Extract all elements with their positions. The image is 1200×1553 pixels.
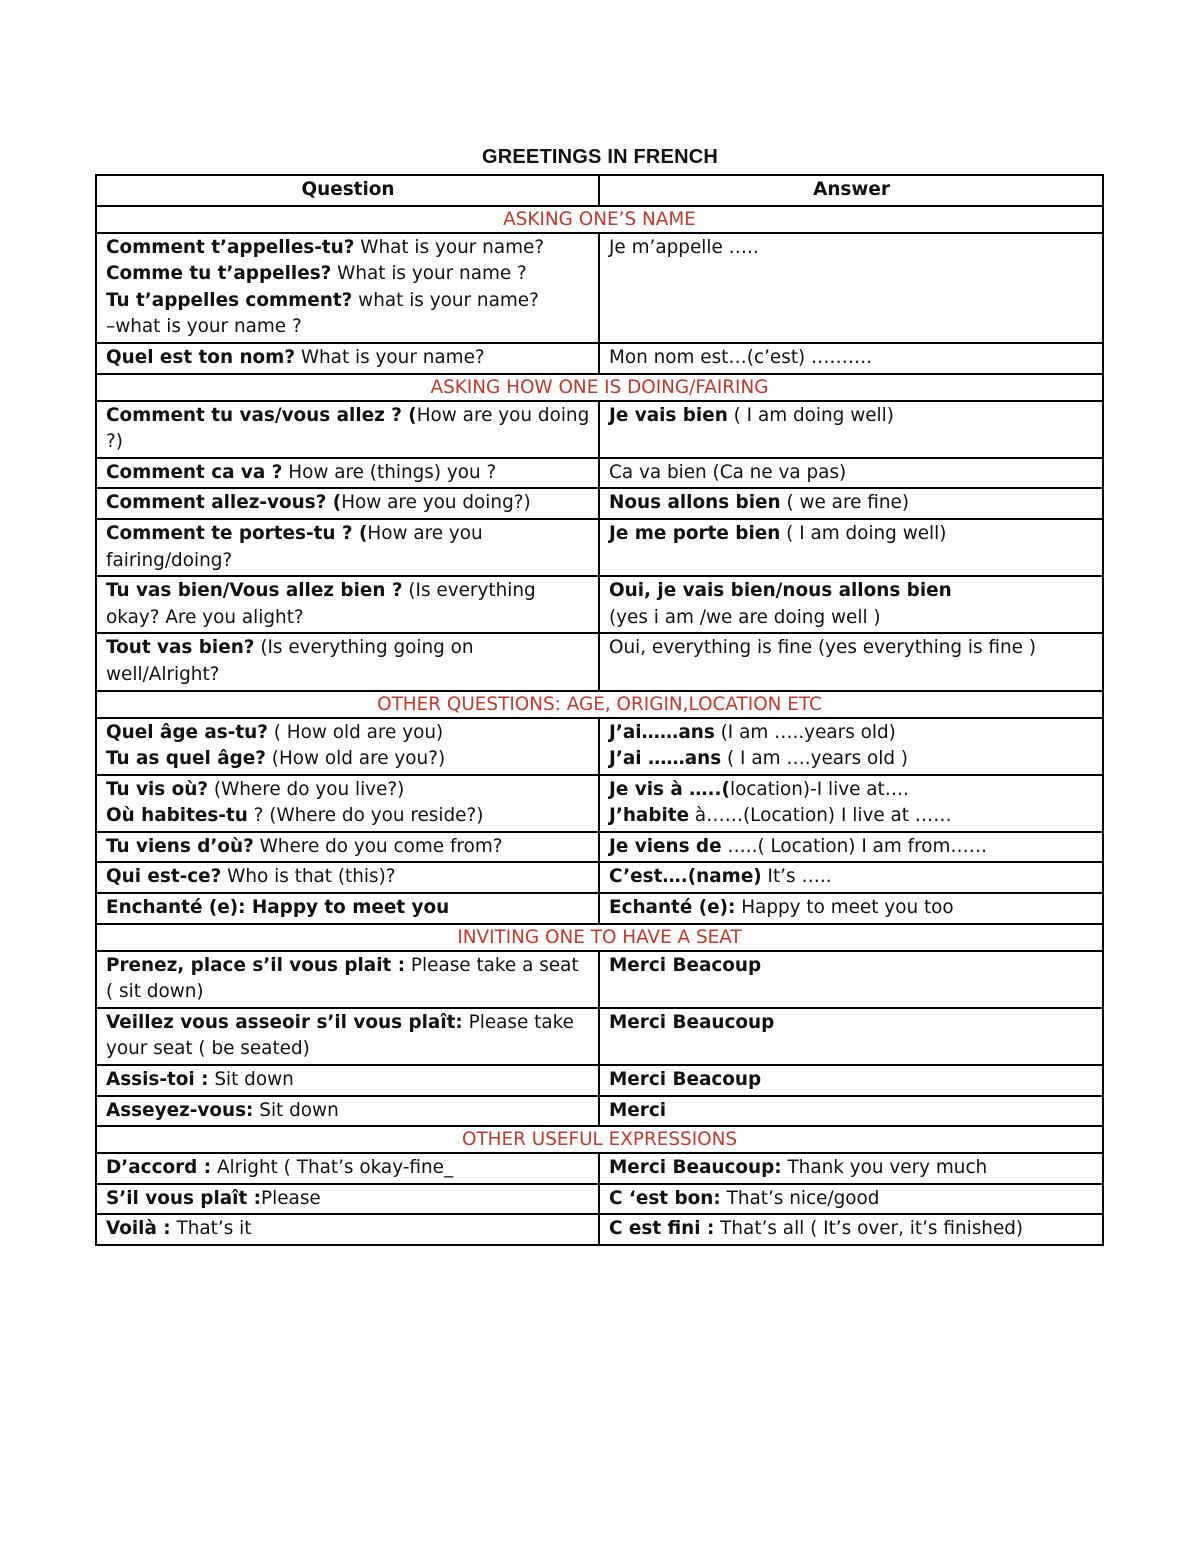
translation-text: How are (things) you ? [282,461,497,483]
term-text: Voilà : [106,1218,171,1240]
section-heading: ASKING ONE’S NAME [96,206,1103,233]
term-text: Tu vas bien/Vous allez bien ? [106,580,403,602]
answer-cell [599,1153,1103,1184]
term-text: D’accord : [106,1157,212,1179]
translation-text: How are you doing?) [341,492,531,514]
section-heading-row [96,374,1103,401]
term-text: S’il vous plaît : [106,1187,262,1209]
section-heading: OTHER QUESTIONS: AGE, ORIGIN,LOCATION ETC [96,691,1103,718]
term-text: Qui est-ce? [106,866,222,888]
table-row [96,951,1103,1008]
answer-cell [599,576,1103,633]
question-cell [96,718,599,775]
table-row [96,862,1103,893]
term-text: Merci Beacoup [609,1069,762,1091]
table-row [96,401,1103,458]
term-text: Tu vis où? [106,778,209,800]
term-text: Où habites-tu [106,805,248,827]
term-text: Merci Beaucoup: [609,1157,782,1179]
question-cell [96,343,599,374]
question-cell [96,1065,599,1096]
translation-text: Oui, everything is fine (yes everything is fine ) [609,637,1036,659]
question-cell [96,862,599,893]
table-row [96,718,1103,775]
answer-cell [599,343,1103,374]
term-text: J’ai……ans [609,721,715,743]
translation-text: Sit down [208,1069,294,1091]
translation-text: ( I am ….years old ) [721,748,909,770]
answer-cell [599,1214,1103,1245]
translation-text: (Where do you live?) [208,778,405,800]
term-text: C’est….(name) [609,866,762,888]
table-row [96,1008,1103,1065]
term-text: Je viens de [609,835,722,857]
question-column-header: Question [96,175,599,206]
translation-text: Mon nom est…(c’est) ………. [609,346,873,368]
answer-cell [599,1184,1103,1215]
translation-text: That’s nice/good [720,1187,880,1209]
term-text: Je me porte bien [609,522,781,544]
translation-text: –what is your name ? [106,316,302,338]
question-cell [96,633,599,690]
table-row [96,1065,1103,1096]
translation-text: Ca va bien (Ca ne va pas) [609,461,847,483]
translation-text: location)-I live at…. [729,778,909,800]
translation-text: Je m’appelle ….. [609,236,759,258]
term-text: Tu t’appelles comment? [106,289,353,311]
term-text: Quel est ton nom? [106,346,295,368]
table-body [96,206,1103,1245]
answer-cell [599,1065,1103,1096]
answer-cell [599,775,1103,832]
answer-cell [599,951,1103,1008]
table-row [96,233,1103,343]
table-row [96,1214,1103,1245]
question-cell [96,893,599,924]
term-text: Nous allons bien [609,492,781,514]
term-text: Je vis à …..( [609,778,730,800]
question-cell [96,951,599,1008]
page-title: GREETINGS IN FRENCH [481,146,719,168]
translation-text: ( I am doing well) [727,404,894,426]
translation-text: What is your name? [295,346,485,368]
term-text: J’ai ……ans [609,748,722,770]
term-text: J’habite [609,805,690,827]
term-text: Echanté (e): [609,897,736,919]
table-row [96,633,1103,690]
table-row [96,343,1103,374]
translation-text: (How old are you?) [265,748,446,770]
section-heading-row [96,206,1103,233]
translation-text: (Is everything okay? Are you alight? [106,580,536,628]
section-heading-row [96,691,1103,718]
translation-text: (I am …..years old) [714,721,896,743]
section-heading: OTHER USEFUL EXPRESSIONS [96,1126,1103,1153]
term-text: Veillez vous asseoir s’il vous plaît: [106,1011,463,1033]
question-cell [96,1008,599,1065]
translation-text: Please take a seat ( sit down) [106,954,579,1003]
table-row [96,576,1103,633]
answer-cell [599,401,1103,458]
translation-text: ( How old are you) [267,721,444,743]
translation-text: ? (Where do you reside?) [247,805,484,827]
answer-cell [599,718,1103,775]
answer-cell [599,893,1103,924]
term-text: Quel âge as-tu? [106,721,268,743]
table-row [96,1184,1103,1215]
answer-cell [599,458,1103,489]
term-text: Asseyez-vous: [106,1099,254,1121]
table-row [96,458,1103,489]
question-cell [96,458,599,489]
answer-cell [599,1008,1103,1065]
term-text: C est fini : [609,1218,715,1240]
translation-text: How are you fairing/doing? [106,522,483,571]
question-cell [96,233,599,343]
table-row [96,488,1103,519]
term-text: Assis-toi : [106,1069,209,1091]
translation-text: What is your name ? [331,263,527,285]
table-row [96,775,1103,832]
translation-text: (yes i am /we are doing well ) [609,606,881,628]
answer-cell [599,862,1103,893]
section-heading-row [96,924,1103,951]
translation-text: Please take your seat ( be seated) [106,1011,574,1060]
term-text: Tout vas bien? [106,637,255,659]
translation-text: what is your name? [352,289,539,311]
answer-column-header: Answer [599,175,1103,206]
answer-cell [599,832,1103,863]
term-text: Merci Beaucoup [609,1011,775,1033]
answer-cell [599,519,1103,576]
greetings-table [95,174,1104,1246]
question-cell [96,1153,599,1184]
section-heading: INVITING ONE TO HAVE A SEAT [96,924,1103,951]
question-cell [96,576,599,633]
translation-text: Sit down [253,1099,339,1121]
term-text: Merci [609,1099,667,1121]
translation-text: Where do you come from? [253,835,503,857]
table-row [96,519,1103,576]
translation-text: It’s ….. [761,866,832,888]
table-row [96,1153,1103,1184]
translation-text: Who is that (this)? [221,866,396,888]
question-cell [96,775,599,832]
term-text: Enchanté (e): Happy to meet you [106,897,450,919]
translation-text: ( I am doing well) [780,522,947,544]
term-text: Merci Beacoup [609,954,762,976]
translation-text: (Is everything going on well/Alright? [106,637,474,685]
translation-text: Alright ( That’s okay-fine_ [211,1157,454,1179]
section-heading: ASKING HOW ONE IS DOING/FAIRING [96,374,1103,401]
question-cell [96,488,599,519]
translation-text: à……(Location) I live at …… [689,805,952,827]
answer-cell [599,233,1103,343]
term-text: Prenez, place s’il vous plait : [106,954,406,976]
translation-text: …..( Location) I am from…… [721,835,988,857]
translation-text: How are you doing ?) [106,404,590,453]
answer-cell [599,633,1103,690]
translation-text: Happy to meet you too [735,897,954,919]
term-text: Comment tu vas/vous allez ? ( [106,404,417,426]
question-cell [96,1096,599,1127]
table-row [96,1096,1103,1127]
translation-text: What is your name? [354,236,545,258]
term-text: Oui, je vais bien/nous allons bien [609,580,952,602]
question-cell [96,1214,599,1245]
translation-text: Thank you very much [781,1157,988,1179]
question-cell [96,832,599,863]
answer-cell [599,1096,1103,1127]
term-text: Comme tu t’appelles? [106,263,332,285]
translation-text: Please [261,1187,321,1209]
table-row [96,893,1103,924]
question-cell [96,401,599,458]
term-text: Comment ca va ? [106,461,283,483]
term-text: Tu viens d’où? [106,835,254,857]
term-text: Tu as quel âge? [106,748,266,770]
term-text: Je vais bien [609,404,728,426]
term-text: Comment te portes-tu ? ( [106,522,368,544]
translation-text: That’s it [170,1218,252,1240]
table-row [96,832,1103,863]
header-row [96,175,1103,206]
section-heading-row [96,1126,1103,1153]
answer-cell [599,488,1103,519]
translation-text: ( we are fine) [780,492,909,514]
translation-text: That’s all ( It’s over, it’s finished) [714,1218,1024,1240]
question-cell [96,1184,599,1215]
term-text: Comment allez-vous? ( [106,492,342,514]
term-text: C ‘est bon: [609,1187,721,1209]
term-text: Comment t’appelles-tu? [106,236,355,258]
question-cell [96,519,599,576]
